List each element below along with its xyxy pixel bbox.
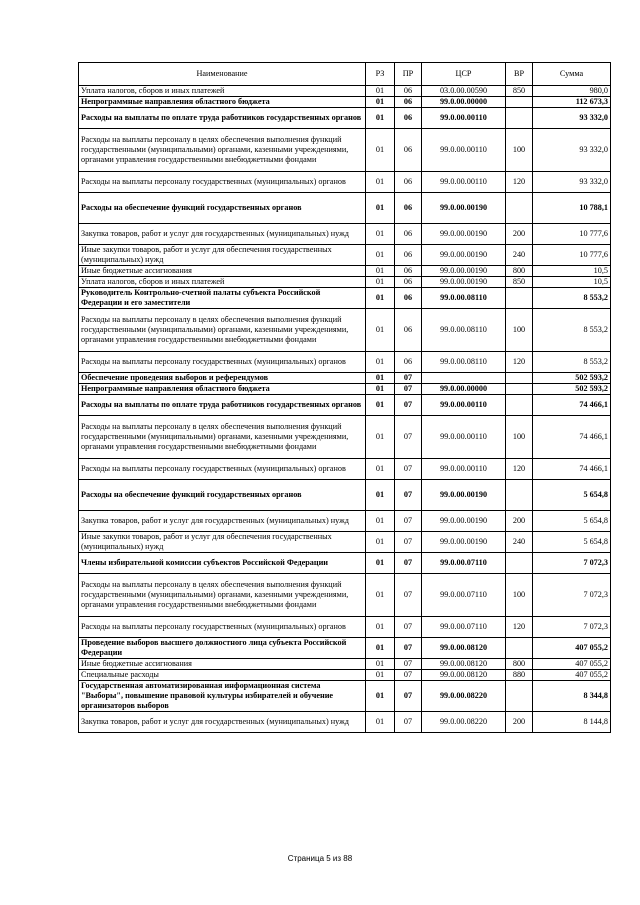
cell-sum: 10,5 bbox=[533, 266, 611, 277]
table-row bbox=[79, 266, 611, 277]
table-row bbox=[79, 395, 611, 416]
cell-vr: 880 bbox=[506, 670, 533, 681]
cell-pr: 06 bbox=[395, 224, 422, 245]
cell-csr: 99.0.00.00190 bbox=[422, 511, 506, 532]
table-row bbox=[79, 245, 611, 266]
cell-sum: 407 055,2 bbox=[533, 638, 611, 659]
cell-csr: 99.0.00.00110 bbox=[422, 459, 506, 480]
cell-name: Расходы на выплаты персоналу государственных (муниципальных) органов bbox=[79, 352, 366, 373]
cell-rz: 01 bbox=[366, 384, 395, 395]
cell-csr: 99.0.00.00000 bbox=[422, 97, 506, 108]
cell-pr: 06 bbox=[395, 277, 422, 288]
header-pr: ПР bbox=[395, 63, 422, 86]
cell-rz: 01 bbox=[366, 172, 395, 193]
cell-sum: 8 344,8 bbox=[533, 681, 611, 712]
table-row bbox=[79, 352, 611, 373]
cell-rz: 01 bbox=[366, 395, 395, 416]
cell-csr: 99.0.00.00190 bbox=[422, 532, 506, 553]
cell-rz: 01 bbox=[366, 617, 395, 638]
cell-csr bbox=[422, 373, 506, 384]
cell-rz: 01 bbox=[366, 532, 395, 553]
cell-vr: 200 bbox=[506, 224, 533, 245]
table-row bbox=[79, 277, 611, 288]
cell-pr: 06 bbox=[395, 245, 422, 266]
cell-sum: 10 777,6 bbox=[533, 224, 611, 245]
cell-sum: 8 553,2 bbox=[533, 309, 611, 352]
cell-name: Расходы на выплаты персоналу государственных (муниципальных) органов bbox=[79, 459, 366, 480]
table-row bbox=[79, 416, 611, 459]
cell-vr: 100 bbox=[506, 574, 533, 617]
cell-csr: 99.0.00.00190 bbox=[422, 277, 506, 288]
cell-rz: 01 bbox=[366, 193, 395, 224]
cell-vr: 800 bbox=[506, 659, 533, 670]
cell-csr: 99.0.00.08220 bbox=[422, 712, 506, 733]
cell-csr: 99.0.00.00110 bbox=[422, 395, 506, 416]
cell-name: Расходы на выплаты персоналу в целях обеспечения выполнения функций государственными (муниципальными) органами, казенными учреждениями, органами управления государственными внебюджетными фондами bbox=[79, 574, 366, 617]
cell-pr: 06 bbox=[395, 352, 422, 373]
cell-pr: 06 bbox=[395, 266, 422, 277]
cell-csr: 99.0.00.08110 bbox=[422, 352, 506, 373]
cell-csr: 99.0.00.07110 bbox=[422, 617, 506, 638]
cell-sum: 407 055,2 bbox=[533, 659, 611, 670]
cell-rz: 01 bbox=[366, 288, 395, 309]
cell-name: Закупка товаров, работ и услуг для государственных (муниципальных) нужд bbox=[79, 511, 366, 532]
cell-vr bbox=[506, 553, 533, 574]
cell-name: Закупка товаров, работ и услуг для государственных (муниципальных) нужд bbox=[79, 224, 366, 245]
cell-pr: 07 bbox=[395, 395, 422, 416]
cell-pr: 07 bbox=[395, 384, 422, 395]
cell-rz: 01 bbox=[366, 129, 395, 172]
cell-pr: 07 bbox=[395, 373, 422, 384]
table-body bbox=[79, 86, 611, 733]
cell-rz: 01 bbox=[366, 245, 395, 266]
cell-name: Иные бюджетные ассигнования bbox=[79, 266, 366, 277]
cell-pr: 06 bbox=[395, 97, 422, 108]
cell-name: Государственная автоматизированная информационная система "Выборы", повышение правовой культуры избирателей и обучение организаторов выборов bbox=[79, 681, 366, 712]
table-row bbox=[79, 459, 611, 480]
cell-rz: 01 bbox=[366, 86, 395, 97]
cell-sum: 502 593,2 bbox=[533, 373, 611, 384]
cell-pr: 07 bbox=[395, 459, 422, 480]
cell-csr: 99.0.00.08220 bbox=[422, 681, 506, 712]
cell-name: Иные бюджетные ассигнования bbox=[79, 659, 366, 670]
cell-vr: 240 bbox=[506, 532, 533, 553]
cell-pr: 07 bbox=[395, 480, 422, 511]
cell-csr: 99.0.00.00190 bbox=[422, 245, 506, 266]
cell-rz: 01 bbox=[366, 459, 395, 480]
cell-sum: 8 553,2 bbox=[533, 352, 611, 373]
cell-rz: 01 bbox=[366, 224, 395, 245]
table-row bbox=[79, 108, 611, 129]
cell-vr: 100 bbox=[506, 309, 533, 352]
cell-pr: 06 bbox=[395, 193, 422, 224]
cell-sum: 93 332,0 bbox=[533, 129, 611, 172]
cell-vr: 200 bbox=[506, 511, 533, 532]
cell-name: Руководитель Контрольно-счетной палаты субъекта Российской Федерации и его заместители bbox=[79, 288, 366, 309]
cell-csr: 99.0.00.00190 bbox=[422, 266, 506, 277]
cell-sum: 5 654,8 bbox=[533, 532, 611, 553]
cell-sum: 93 332,0 bbox=[533, 108, 611, 129]
page-number: Страница 5 из 88 bbox=[287, 854, 353, 863]
cell-pr: 06 bbox=[395, 129, 422, 172]
cell-sum: 7 072,3 bbox=[533, 617, 611, 638]
cell-pr: 07 bbox=[395, 638, 422, 659]
cell-name: Проведение выборов высшего должностного лица субъекта Российской Федерации bbox=[79, 638, 366, 659]
cell-csr: 99.0.00.00110 bbox=[422, 416, 506, 459]
cell-csr: 99.0.00.08120 bbox=[422, 670, 506, 681]
table-row bbox=[79, 172, 611, 193]
cell-vr: 800 bbox=[506, 266, 533, 277]
header-name: Наименование bbox=[79, 63, 366, 86]
cell-name: Специальные расходы bbox=[79, 670, 366, 681]
cell-pr: 07 bbox=[395, 617, 422, 638]
cell-name: Обеспечение проведения выборов и референдумов bbox=[79, 373, 366, 384]
cell-vr bbox=[506, 373, 533, 384]
cell-pr: 07 bbox=[395, 532, 422, 553]
cell-rz: 01 bbox=[366, 681, 395, 712]
table-row bbox=[79, 288, 611, 309]
table-row bbox=[79, 224, 611, 245]
cell-csr: 99.0.00.00110 bbox=[422, 172, 506, 193]
cell-vr bbox=[506, 108, 533, 129]
cell-name: Расходы на выплаты персоналу в целях обеспечения выполнения функций государственными (муниципальными) органами, казенными учреждениями, органами управления государственными внебюджетными фондами bbox=[79, 129, 366, 172]
cell-vr: 120 bbox=[506, 459, 533, 480]
table-row bbox=[79, 553, 611, 574]
cell-sum: 502 593,2 bbox=[533, 384, 611, 395]
header-rz: РЗ bbox=[366, 63, 395, 86]
table-row bbox=[79, 86, 611, 97]
cell-name: Уплата налогов, сборов и иных платежей bbox=[79, 86, 366, 97]
cell-csr: 99.0.00.00190 bbox=[422, 193, 506, 224]
cell-pr: 06 bbox=[395, 309, 422, 352]
cell-rz: 01 bbox=[366, 309, 395, 352]
cell-vr bbox=[506, 681, 533, 712]
cell-name: Члены избирательной комиссии субъектов Российской Федерации bbox=[79, 553, 366, 574]
cell-pr: 06 bbox=[395, 172, 422, 193]
table-row bbox=[79, 681, 611, 712]
cell-vr: 100 bbox=[506, 416, 533, 459]
cell-vr: 850 bbox=[506, 277, 533, 288]
cell-name: Расходы на обеспечение функций государственных органов bbox=[79, 480, 366, 511]
header-vr: ВР bbox=[506, 63, 533, 86]
cell-rz: 01 bbox=[366, 712, 395, 733]
cell-vr bbox=[506, 97, 533, 108]
table-row bbox=[79, 617, 611, 638]
cell-rz: 01 bbox=[366, 97, 395, 108]
table-row bbox=[79, 309, 611, 352]
cell-sum: 93 332,0 bbox=[533, 172, 611, 193]
cell-vr: 240 bbox=[506, 245, 533, 266]
cell-name: Закупка товаров, работ и услуг для государственных (муниципальных) нужд bbox=[79, 712, 366, 733]
cell-rz: 01 bbox=[366, 277, 395, 288]
cell-vr bbox=[506, 384, 533, 395]
cell-pr: 07 bbox=[395, 712, 422, 733]
cell-pr: 06 bbox=[395, 86, 422, 97]
table-row bbox=[79, 712, 611, 733]
table-row bbox=[79, 129, 611, 172]
header-csr: ЦСР bbox=[422, 63, 506, 86]
header-sum: Сумма bbox=[533, 63, 611, 86]
table-row bbox=[79, 638, 611, 659]
cell-pr: 06 bbox=[395, 108, 422, 129]
cell-sum: 7 072,3 bbox=[533, 553, 611, 574]
cell-csr: 99.0.00.00110 bbox=[422, 108, 506, 129]
table-row bbox=[79, 97, 611, 108]
table-row bbox=[79, 670, 611, 681]
cell-csr: 99.0.00.08120 bbox=[422, 659, 506, 670]
cell-sum: 5 654,8 bbox=[533, 480, 611, 511]
cell-rz: 01 bbox=[366, 553, 395, 574]
cell-vr: 120 bbox=[506, 352, 533, 373]
cell-name: Расходы на выплаты персоналу в целях обеспечения выполнения функций государственными (муниципальными) органами, казенными учреждениями, органами управления государственными внебюджетными фондами bbox=[79, 416, 366, 459]
cell-sum: 407 055,2 bbox=[533, 670, 611, 681]
cell-pr: 07 bbox=[395, 681, 422, 712]
cell-pr: 07 bbox=[395, 553, 422, 574]
table-row bbox=[79, 532, 611, 553]
cell-rz: 01 bbox=[366, 511, 395, 532]
cell-csr: 99.0.00.00000 bbox=[422, 384, 506, 395]
cell-csr: 99.0.00.00190 bbox=[422, 224, 506, 245]
table-row bbox=[79, 193, 611, 224]
cell-name: Расходы на выплаты персоналу государственных (муниципальных) органов bbox=[79, 172, 366, 193]
table-header-row bbox=[79, 63, 611, 86]
cell-rz: 01 bbox=[366, 352, 395, 373]
cell-name: Расходы на выплаты персоналу в целях обеспечения выполнения функций государственными (муниципальными) органами, казенными учреждениями, органами управления государственными внебюджетными фондами bbox=[79, 309, 366, 352]
cell-pr: 07 bbox=[395, 659, 422, 670]
cell-name: Расходы на выплаты персоналу государственных (муниципальных) органов bbox=[79, 617, 366, 638]
cell-sum: 10 788,1 bbox=[533, 193, 611, 224]
cell-name: Расходы на выплаты по оплате труда работников государственных органов bbox=[79, 395, 366, 416]
cell-csr: 99.0.00.08110 bbox=[422, 309, 506, 352]
cell-name: Уплата налогов, сборов и иных платежей bbox=[79, 277, 366, 288]
cell-rz: 01 bbox=[366, 416, 395, 459]
table-row bbox=[79, 384, 611, 395]
cell-vr: 120 bbox=[506, 172, 533, 193]
table-row bbox=[79, 659, 611, 670]
cell-pr: 07 bbox=[395, 416, 422, 459]
table-row bbox=[79, 480, 611, 511]
cell-name: Расходы на обеспечение функций государственных органов bbox=[79, 193, 366, 224]
cell-name: Непрограммные направления областного бюджета bbox=[79, 97, 366, 108]
cell-sum: 980,0 bbox=[533, 86, 611, 97]
table-row bbox=[79, 574, 611, 617]
cell-vr bbox=[506, 193, 533, 224]
cell-vr bbox=[506, 288, 533, 309]
cell-rz: 01 bbox=[366, 638, 395, 659]
cell-csr: 03.0.00.00590 bbox=[422, 86, 506, 97]
budget-table bbox=[78, 62, 611, 733]
cell-sum: 7 072,3 bbox=[533, 574, 611, 617]
cell-name: Непрограммные направления областного бюджета bbox=[79, 384, 366, 395]
cell-rz: 01 bbox=[366, 480, 395, 511]
table-row bbox=[79, 373, 611, 384]
cell-vr: 120 bbox=[506, 617, 533, 638]
cell-name: Расходы на выплаты по оплате труда работников государственных органов bbox=[79, 108, 366, 129]
cell-vr bbox=[506, 395, 533, 416]
cell-csr: 99.0.00.00110 bbox=[422, 129, 506, 172]
cell-sum: 74 466,1 bbox=[533, 395, 611, 416]
cell-csr: 99.0.00.07110 bbox=[422, 553, 506, 574]
cell-pr: 06 bbox=[395, 288, 422, 309]
cell-pr: 07 bbox=[395, 574, 422, 617]
cell-sum: 8 144,8 bbox=[533, 712, 611, 733]
cell-pr: 07 bbox=[395, 670, 422, 681]
cell-name: Иные закупки товаров, работ и услуг для обеспечения государственных (муниципальных) нужд bbox=[79, 245, 366, 266]
cell-vr: 200 bbox=[506, 712, 533, 733]
cell-csr: 99.0.00.07110 bbox=[422, 574, 506, 617]
cell-vr bbox=[506, 480, 533, 511]
cell-vr: 100 bbox=[506, 129, 533, 172]
cell-sum: 8 553,2 bbox=[533, 288, 611, 309]
cell-pr: 07 bbox=[395, 511, 422, 532]
cell-sum: 10,5 bbox=[533, 277, 611, 288]
cell-rz: 01 bbox=[366, 373, 395, 384]
cell-sum: 74 466,1 bbox=[533, 459, 611, 480]
cell-rz: 01 bbox=[366, 266, 395, 277]
cell-sum: 74 466,1 bbox=[533, 416, 611, 459]
cell-sum: 5 654,8 bbox=[533, 511, 611, 532]
cell-rz: 01 bbox=[366, 108, 395, 129]
cell-csr: 99.0.00.00190 bbox=[422, 480, 506, 511]
cell-vr bbox=[506, 638, 533, 659]
cell-rz: 01 bbox=[366, 659, 395, 670]
cell-vr: 850 bbox=[506, 86, 533, 97]
cell-csr: 99.0.00.08120 bbox=[422, 638, 506, 659]
cell-rz: 01 bbox=[366, 670, 395, 681]
table-row bbox=[79, 511, 611, 532]
cell-name: Иные закупки товаров, работ и услуг для обеспечения государственных (муниципальных) нужд bbox=[79, 532, 366, 553]
cell-sum: 10 777,6 bbox=[533, 245, 611, 266]
cell-csr: 99.0.00.08110 bbox=[422, 288, 506, 309]
cell-sum: 112 673,3 bbox=[533, 97, 611, 108]
cell-rz: 01 bbox=[366, 574, 395, 617]
